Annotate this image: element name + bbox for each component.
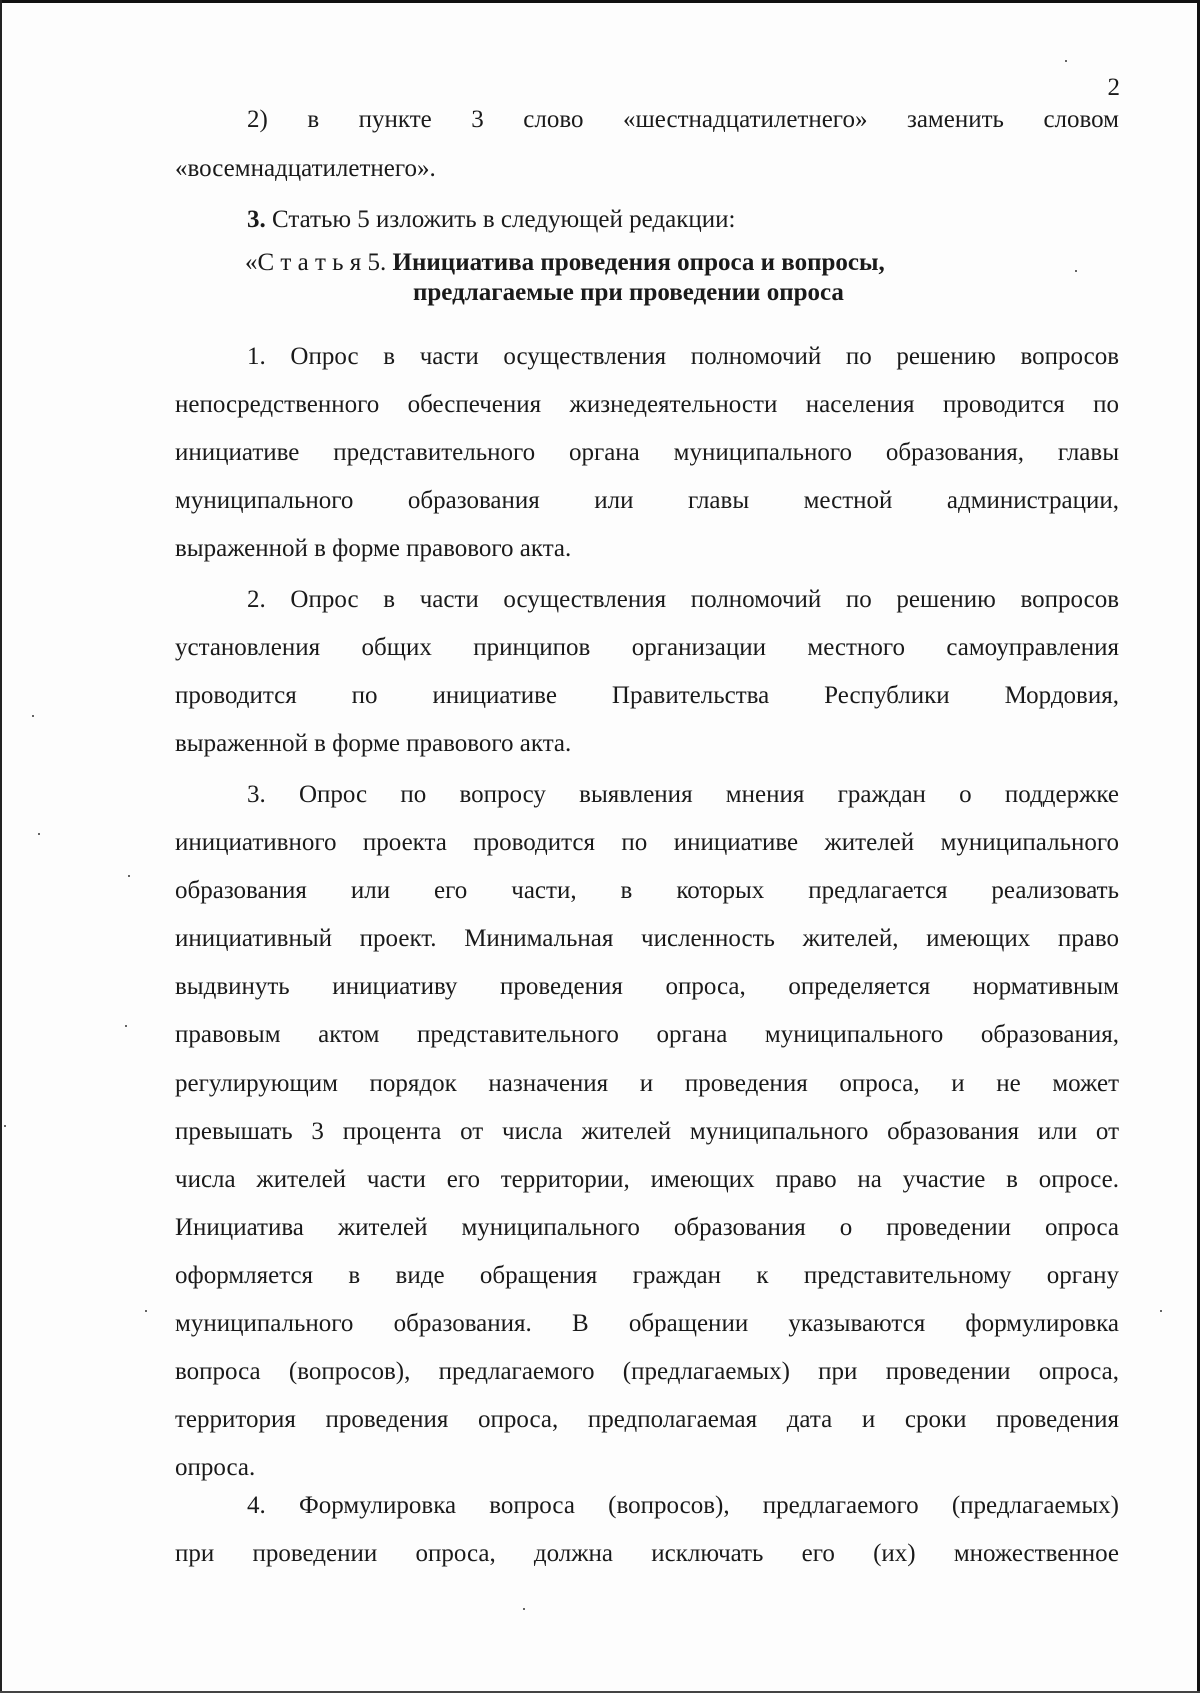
paragraph-line: числа жителей части его территории, имеющих право на участие в опросе. xyxy=(175,1165,1119,1193)
scan-edge-top xyxy=(0,0,1200,3)
paragraph-line: выдвинуть инициативу проведения опроса, определяется нормативным xyxy=(175,973,1119,1001)
paragraph-line: 2. Опрос в части осуществления полномочий по решению вопросов xyxy=(247,586,1119,613)
paragraph-line: 3. Опрос по вопросу выявления мнения граждан о поддержке xyxy=(247,781,1119,808)
article-title-line2: предлагаемые при проведении опроса xyxy=(413,279,844,306)
scan-speck xyxy=(523,1608,525,1610)
paragraph-1 xyxy=(175,333,1119,573)
paragraph-line: опроса. xyxy=(175,1454,256,1482)
item2-line: 2) в пункте 3 слово «шестнадцатилетнего» заменить словом xyxy=(247,106,1119,133)
amendment-item-3 xyxy=(247,196,1047,245)
paragraph-line: Инициатива жителей муниципального образования о проведении опроса xyxy=(175,1213,1119,1241)
article-heading xyxy=(245,248,1145,308)
paragraph-line: инициативный проект. Минимальная численность жителей, имеющих право xyxy=(175,925,1119,953)
paragraph-2 xyxy=(175,576,1119,768)
scan-speck xyxy=(128,875,130,877)
paragraph-line: регулирующим порядок назначения и проведения опроса, и не может xyxy=(175,1069,1119,1097)
paragraph-line: образования или его части, в которых предлагается реализовать xyxy=(175,877,1119,905)
scan-speck xyxy=(145,1310,147,1312)
scan-speck xyxy=(1160,1310,1162,1312)
paragraph-line: непосредственного обеспечения жизнедеятельности населения проводится по xyxy=(175,391,1119,419)
paragraph-line: проводится по инициативе Правительства Республики Мордовия, xyxy=(175,682,1119,710)
scan-speck xyxy=(1065,60,1067,62)
item2-line: «восемнадцатилетнего». xyxy=(175,154,436,182)
page-number: 2 xyxy=(1107,74,1120,101)
paragraph-line: при проведении опроса, должна исключать его (их) множественное xyxy=(175,1540,1119,1568)
paragraph-line: установления общих принципов организации местного самоуправления xyxy=(175,634,1119,662)
paragraph-line: выраженной в форме правового акта. xyxy=(175,535,572,563)
paragraph-4 xyxy=(175,1482,1119,1578)
scan-speck xyxy=(38,833,40,835)
article-title-line1: Инициатива проведения опроса и вопросы, xyxy=(392,249,885,276)
paragraph-line: муниципального образования. В обращении указываются формулировка xyxy=(175,1310,1119,1338)
paragraph-line: 1. Опрос в части осуществления полномочий по решению вопросов xyxy=(247,343,1119,370)
scan-speck xyxy=(32,715,34,717)
paragraph-line: выраженной в форме правового акта. xyxy=(175,730,572,758)
paragraph-line: оформляется в виде обращения граждан к представительному органу xyxy=(175,1261,1119,1289)
paragraph-line: 4. Формулировка вопроса (вопросов), предлагаемого (предлагаемых) xyxy=(247,1492,1119,1519)
paragraph-line: инициативе представительного органа муниципального образования, главы xyxy=(175,439,1119,467)
scan-edge-left xyxy=(0,0,2,1693)
paragraph-line: инициативного проекта проводится по инициативе жителей муниципального xyxy=(175,829,1119,857)
amendment-item-2 xyxy=(175,96,1119,193)
paragraph-line: превышать 3 процента от числа жителей муниципального образования или от xyxy=(175,1117,1119,1145)
scan-speck xyxy=(4,1125,6,1127)
paragraph-line: правовым актом представительного органа муниципального образования, xyxy=(175,1021,1119,1049)
scan-speck xyxy=(125,1025,127,1027)
paragraph-line: муниципального образования или главы местной администрации, xyxy=(175,487,1119,515)
paragraph-line: территория проведения опроса, предполагаемая дата и сроки проведения xyxy=(175,1406,1119,1434)
article-prefix: «С т а т ь я 5. xyxy=(245,249,387,276)
item3-number: 3. xyxy=(247,206,266,233)
paragraph-3 xyxy=(175,771,1119,1492)
paragraph-line: вопроса (вопросов), предлагаемого (предлагаемых) при проведении опроса, xyxy=(175,1358,1119,1386)
item3-text: Статью 5 изложить в следующей редакции: xyxy=(265,206,736,233)
